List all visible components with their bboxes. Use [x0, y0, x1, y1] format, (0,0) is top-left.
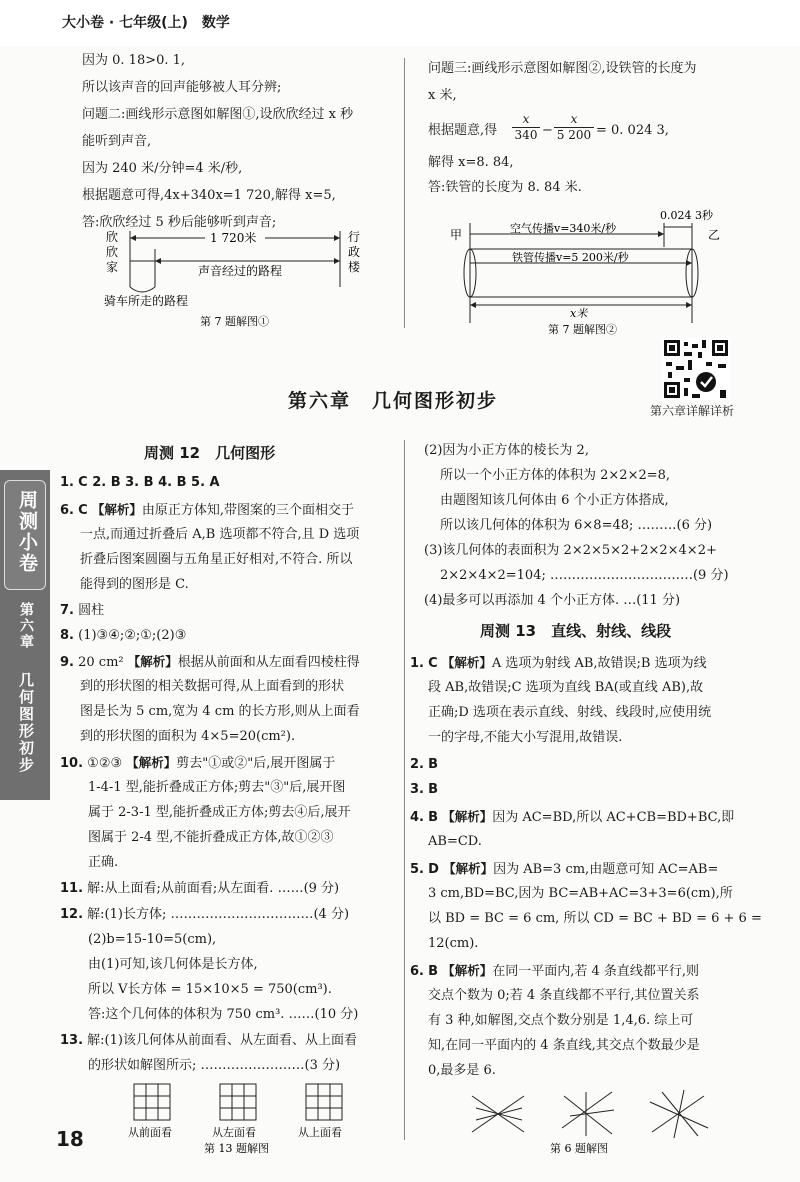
text-line: (2)因为小正方体的棱长为 2,	[424, 443, 589, 458]
view-label: 从左面看	[212, 1126, 256, 1139]
text-line: 图是长为 5 cm,宽为 4 cm 的长方形,则从上面看	[80, 704, 360, 719]
diagram-label: 欣	[106, 245, 119, 259]
diagram-label: 政	[348, 245, 361, 259]
text-line: 段 AB,故错误;C 选项为直线 BA(或直线 AB),故	[428, 680, 704, 695]
text-line: 能得到的图形是 C.	[80, 577, 189, 592]
text-line: 0,最多是 6.	[428, 1063, 496, 1078]
qr-label: 第六章详解详析	[650, 404, 735, 418]
text-line: 因为 240 米/分钟=4 米/秒,	[82, 161, 243, 176]
length-label: x米	[570, 307, 588, 320]
fraction: x 5 200	[554, 112, 594, 143]
page: 大小卷 · 七年级(上) 数学 因为 0. 18>0. 1, 所以该声音的回声能够被人耳分辨; 问题二:画线形示意图如解图①,设欣欣经过 x 秒 能听到声音, 因为 240 米/分钟=4 米/秒, 根据题意可得,4x+340x=1 720,解得 x=5, 答:欣欣经过 5 秒后能够听到声音; 欣 欣 家 行 政 楼 1 720米 声音经过的路程 骑车所走的路程 第 7 题解图① 问题三:画线形示意图如解图②,设铁管的长度为 x 米, 根据题意,得 x 340 − x 5 200 = 0. 024 3, 解得 x=8. 84, 答:铁管的长度为 8. 84 米. 0.024 3秒 甲 乙 空气传播v=340米/秒 铁管传播v=5 200米/秒 x米 第 7 题解图② 第六章详解详析 第六章 几何图形初步 周测小卷 第六章 几何图形初步 周测 12 几何图形 1. C 2. B 3. B 4. B 5. A 6. C 【解析】由原正方体知,带图案的三个面相交于 一点,而通过折叠后 A,B 选项都不符合,且 D 选项 折叠后图案圆圈与五角星正好相对,不符合. 所以 能得到的图形是 C. 7. 圆柱 8. (1)③④;②;①;(2)③ 9. 20 cm² 【解析】根据从前面和从左面看四棱柱得 到的形状图的相关数据可得,从上面看到的形状 图是长为 5 cm,宽为 4 cm 的长方形,则从上面看 到的形状图的面积为 4×5=20(cm²). 10. ①②③ 【解析】剪去"①或②"后,展开图属于 1-4-1 型,能折叠成正方体;剪去"③"后,展开图 属于 2-3-1 型,能折叠成正方体;剪去④后,展开 图属于 2-4 型,不能折叠成正方体,故①②③ 正确. 11. 解:从上面看;从前面看;从左面看. ……(9 分) 12. 解:(1)长方体; ……………………………(4 分) (2)b=15-10=5(cm), 由(1)可知,该几何体是长方体, 所以 V长方体 = 15×10×5 = 750(cm³). 答:这个几何体的体积为 750 cm³. ……(10 分) 13. 解:(1)该几何体从前面看、从左面看、从上面看 的形状如解图所示; ……………………(3 分) 从前面看 从左面看 从上面看 第 13 题解图 18 (2)因为小正方体的棱长为 2, 所以一个小正方体的体积为 2×2×2=8, 由题图知该几何体由 6 个小正方体搭成, 所以该几何体的体积为 6×8=48; ………(6 分) (3)该几何体的表面积为 2×2×5×2+2×2×4×2+ 2×2×4×2=104; ……………………………(9 分) (4)最多可以再添加 4 个小正方体. …(11 分) 周测 13 直线、射线、线段 1. C 【解析】A 选项为射线 AB,故错误;B 选项为线 段 AB,故错误;C 选项为直线 BA(或直线 AB),故 正确;D 选项在表示直线、射线、线段时,应使用统 一的字母,不能大小写混用,故错误. 2. B 3. B 4. B 【解析】因为 AC=BD,所以 AC+CB=BD+BC,即 AB=CD. 5. D 【解析】因为 AB=3 cm,由题意可知 AC=AB= 3 cm,BD=BC,因为 BC=AB+AC=3+3=6(cm),所 以 BD = BC = 6 cm, 所以 CD = BC + BD = 6 + 6 = 12(cm). 6. B 【解析】在同一平面内,若 4 条直线都平行,则 交点个数为 0;若 4 条直线都不平行,其位置关系 有 3 种,如解图,交点个数分别是 1,4,6. 综上可 知,在同一平面内的 4 条直线,其交点个数最少是 0,最多是 6. 第 6 题解图	[0, 0, 800, 1182]
text-line: 根据题意,得	[428, 123, 498, 138]
time-gap-label: 0.024 3秒	[660, 209, 713, 222]
text-line: 3 cm,BD=BC,因为 BC=AB+AC=3+3=6(cm),所	[428, 886, 733, 901]
page-number: 18	[56, 1127, 84, 1151]
text-line: x 米,	[428, 88, 457, 103]
air-speed-label: 空气传播v=340米/秒	[510, 222, 617, 235]
fraction: x 340	[512, 112, 540, 143]
q-num: 1.	[60, 475, 74, 490]
view-label: 从前面看	[128, 1126, 172, 1139]
text-line: 有 3 种,如解图,交点个数分别是 1,4,6. 综上可	[428, 1013, 694, 1028]
column-divider	[404, 58, 405, 328]
text-line: 答:这个几何体的体积为 750 cm³. ……(10 分)	[88, 1007, 359, 1022]
views-figure	[120, 1082, 370, 1156]
text-line: 交点个数为 0;若 4 条直线都不平行,其位置关系	[428, 988, 700, 1003]
text-line: 由(1)可知,该几何体是长方体,	[88, 957, 258, 972]
bike-path-label: 骑车所走的路程	[104, 294, 189, 308]
answer: C 2. B 3. B 4. B 5. A	[78, 475, 220, 490]
text-line: 2×2×4×2=104; ……………………………(9 分)	[440, 568, 729, 583]
distance-label: 1 720米	[210, 231, 257, 245]
text-line: 答:铁管的长度为 8. 84 米.	[428, 180, 582, 195]
diagram-label: 欣	[106, 230, 119, 244]
text-line: 根据题意可得,4x+340x=1 720,解得 x=5,	[82, 188, 336, 203]
text-line: 一点,而通过折叠后 A,B 选项都不符合,且 D 选项	[80, 527, 360, 542]
diagram-2	[440, 205, 730, 335]
figure-caption: 第 7 题解图②	[548, 323, 617, 335]
text-line: 因为 0. 18>0. 1,	[82, 53, 186, 68]
sound-path-label: 声音经过的路程	[198, 264, 283, 278]
text-line: 的形状如解图所示; ……………………(3 分)	[88, 1058, 341, 1073]
figure-caption: 第 13 题解图	[204, 1142, 269, 1155]
side-tab	[0, 470, 50, 800]
text-line: 正确;D 选项在表示直线、射线、线段时,应使用统	[428, 705, 712, 720]
figure-caption: 第 7 题解图①	[200, 315, 269, 328]
text-line: 所以该声音的回声能够被人耳分辨;	[82, 80, 282, 95]
jia-label: 甲	[450, 228, 463, 242]
text-line: 属于 2-3-1 型,能折叠成正方体;剪去④后,展开	[88, 805, 351, 820]
text-line: 所以该几何体的体积为 6×8=48; ………(6 分)	[440, 518, 713, 533]
text-line: 问题三:画线形示意图如解图②,设铁管的长度为	[428, 61, 697, 76]
diagram-label: 家	[106, 260, 119, 274]
diagram-label: 楼	[348, 260, 361, 274]
text-line: 所以 V长方体 = 15×10×5 = 750(cm³).	[88, 982, 332, 997]
text-line: 1-4-1 型,能折叠成正方体;剪去"③"后,展开图	[88, 780, 346, 795]
text-line: 问题二:画线形示意图如解图①,设欣欣经过 x 秒	[82, 107, 354, 122]
qr-code[interactable]	[662, 338, 730, 400]
column-divider	[404, 440, 405, 1140]
text-line: 到的形状图的面积为 4×5=20(cm²).	[80, 729, 296, 744]
side-tab-chapter: 第六章	[18, 602, 34, 650]
diagram-1	[100, 225, 390, 335]
text-line: (4)最多可以再添加 4 个小正方体. …(11 分)	[424, 593, 681, 608]
text-line: 折叠后图案圆圈与五角星正好相对,不符合. 所以	[80, 552, 353, 567]
text-line: 答:欣欣经过 5 秒后能够听到声音;	[82, 215, 277, 230]
text-line: (3)该几何体的表面积为 2×2×5×2+2×2×4×2+	[424, 543, 717, 558]
side-tab-top: 周测小卷	[16, 490, 38, 574]
text-line: 能听到声音,	[82, 134, 152, 149]
text-line: (2)b=15-10=5(cm),	[88, 932, 217, 947]
text-line: 12(cm).	[428, 936, 479, 951]
text-line: AB=CD.	[428, 834, 482, 849]
text-line: 以 BD = BC = 6 cm, 所以 CD = BC + BD = 6 + 6 =	[428, 911, 762, 926]
view-label: 从上面看	[298, 1126, 342, 1139]
text-line: 一的字母,不能大小写混用,故错误.	[428, 730, 623, 745]
text-line: 正确.	[88, 855, 119, 870]
chapter-title: 第六章 几何图形初步	[288, 390, 499, 412]
side-tab-topic: 几何图形初步	[17, 672, 35, 774]
figure-caption: 第 6 题解图	[550, 1142, 608, 1155]
text-line: 知,在同一平面内的 4 条直线,其交点个数最少是	[428, 1038, 700, 1053]
text-line: 所以一个小正方体的体积为 2×2×2=8,	[440, 468, 671, 483]
book-title: 大小卷 · 七年级(上) 数学	[62, 15, 230, 31]
text-line: 解得 x=8. 84,	[428, 155, 514, 170]
text-line: 到的形状图的相关数据可得,从上面看到的形状	[80, 679, 345, 694]
section-title: 周测 12 几何图形	[144, 444, 276, 462]
yi-label: 乙	[708, 228, 721, 242]
text-line: = 0. 024 3,	[596, 123, 669, 138]
section-title: 周测 13 直线、射线、线段	[480, 622, 672, 640]
pipe-speed-label: 铁管传播v=5 200米/秒	[512, 251, 629, 264]
text-line: 由题图知该几何体由 6 个小正方体搭成,	[440, 493, 669, 508]
lines-figure	[462, 1088, 722, 1158]
text-line: 图属于 2-4 型,不能折叠成正方体,故①②③	[88, 830, 334, 845]
diagram-label: 行	[348, 230, 361, 244]
